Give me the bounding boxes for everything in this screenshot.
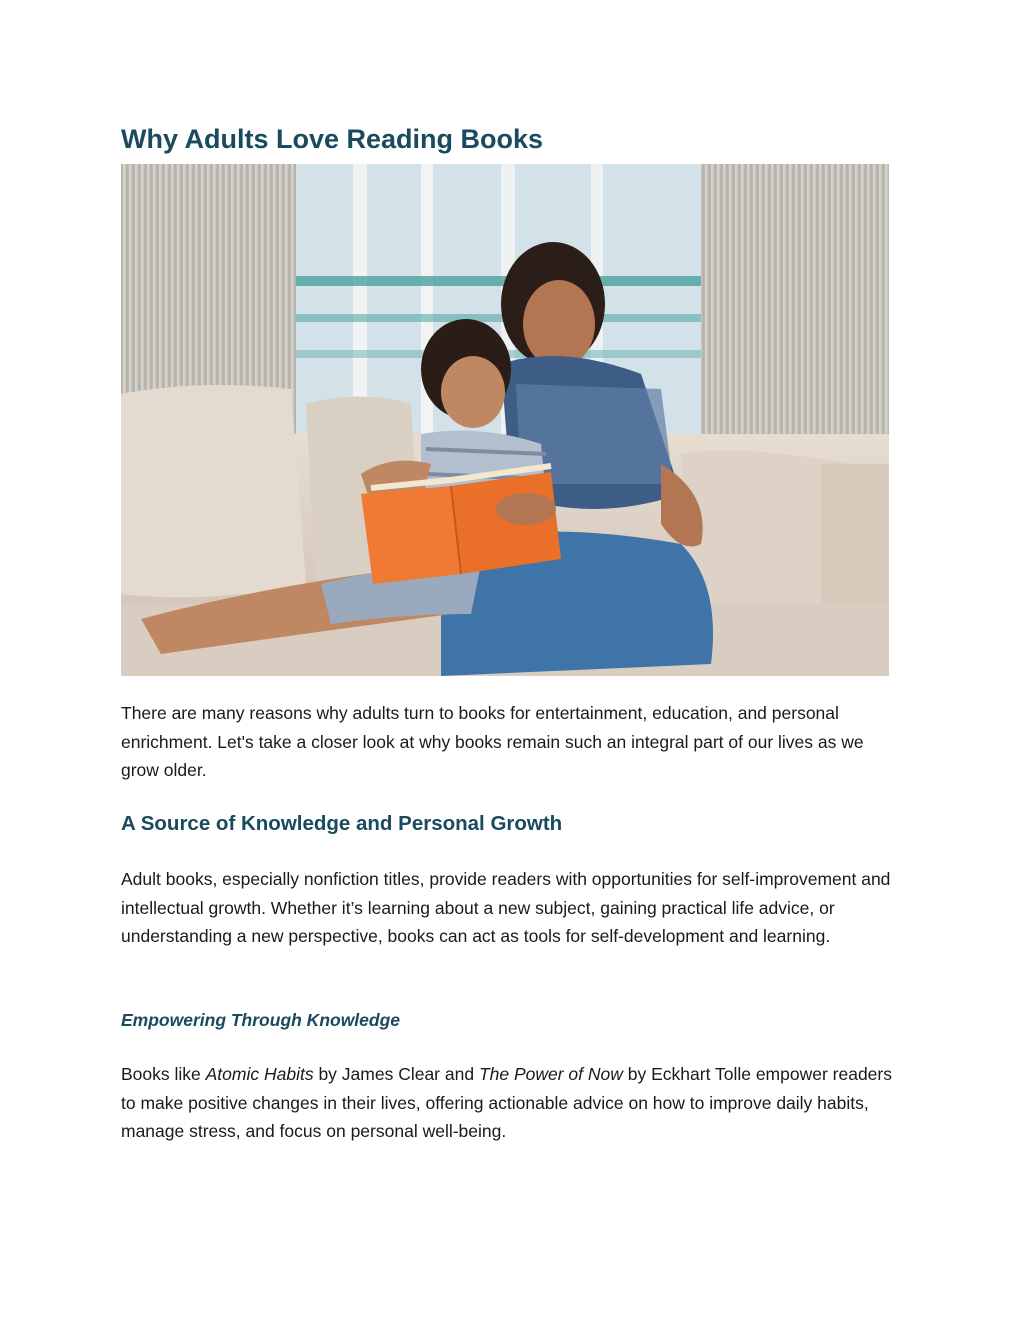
paragraph-text: by Eckhart Tolle empower readers to make positive changes in their lives, offering actionable advice on how to improve daily habits, manage stress, and focus on personal well-being.: [121, 1064, 892, 1142]
book-title-power-of-now: The Power of Now: [478, 1064, 623, 1084]
section-paragraph: Adult books, especially nonfiction titles, provide readers with opportunities for self-improvement and intellectual growth. Whether it’s learning about a new subject, gaining practical life advice, or understanding a new perspective, books can act as tools for self-development and learning.: [121, 869, 891, 947]
article-title: Why Adults Love Reading Books: [121, 124, 544, 154]
paragraph-text: by James Clear and: [313, 1064, 479, 1084]
book-title-atomic-habits: Atomic Habits: [205, 1064, 314, 1084]
section-heading: A Source of Knowledge and Personal Growth: [121, 812, 563, 835]
hero-photo: [121, 164, 889, 676]
subsection-paragraph: [121, 1060, 893, 1146]
intro-paragraph: There are many reasons why adults turn to books for entertainment, education, and personal enrichment. Let's take a closer look at why books remain such an integral part of our lives as we grow older.: [121, 703, 864, 781]
subsection-heading: Empowering Through Knowledge: [121, 1010, 401, 1030]
paragraph-text: Books like: [121, 1064, 206, 1084]
